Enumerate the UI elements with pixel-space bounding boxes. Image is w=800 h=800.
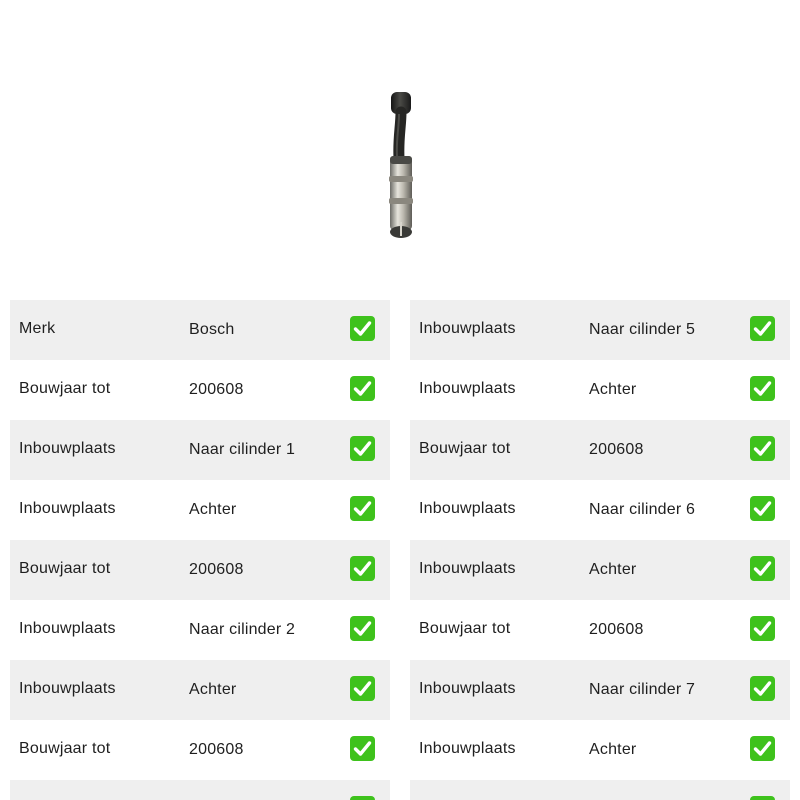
ignition-cable-image — [370, 86, 430, 246]
spec-value: Achter — [189, 681, 237, 698]
table-row — [10, 480, 390, 540]
table-row — [10, 780, 390, 800]
spec-value: Achter — [189, 501, 237, 518]
table-row — [410, 780, 790, 800]
spec-label: Inbouwplaats — [419, 380, 516, 397]
spec-value: 200608 — [189, 381, 244, 398]
check-icon — [750, 676, 775, 701]
check-icon — [750, 736, 775, 761]
spec-table-left — [10, 300, 390, 800]
spec-value: Naar cilinder 7 — [589, 681, 696, 698]
spec-label: Inbouwplaats — [19, 680, 116, 697]
spec-label: Inbouwplaats — [19, 620, 116, 637]
table-row — [10, 660, 390, 720]
table-row — [410, 540, 790, 600]
spec-label: Bouwjaar tot — [19, 380, 111, 397]
spec-value: 200608 — [589, 441, 644, 458]
table-row — [10, 420, 390, 480]
table-row — [410, 480, 790, 540]
table-row — [410, 600, 790, 660]
spec-value: 200608 — [189, 741, 244, 758]
spec-label: Inbouwplaats — [419, 740, 516, 757]
spec-table-right — [410, 300, 790, 800]
check-icon — [350, 616, 375, 641]
check-icon — [750, 556, 775, 581]
spec-value: 200608 — [189, 561, 244, 578]
table-row — [10, 360, 390, 420]
table-row — [10, 300, 390, 360]
spec-label: Inbouwplaats — [19, 440, 116, 457]
check-icon — [750, 496, 775, 521]
spec-value: Bosch — [189, 321, 235, 338]
spec-value: 200608 — [589, 621, 644, 638]
check-icon — [350, 556, 375, 581]
check-icon — [350, 436, 375, 461]
table-row — [410, 420, 790, 480]
check-icon — [350, 736, 375, 761]
table-row — [410, 720, 790, 780]
check-icon — [350, 376, 375, 401]
spec-value: Naar cilinder 1 — [189, 441, 296, 458]
table-row — [10, 540, 390, 600]
check-icon — [350, 496, 375, 521]
spec-value: Achter — [589, 741, 637, 758]
check-icon — [350, 316, 375, 341]
table-row — [410, 360, 790, 420]
table-row — [410, 300, 790, 360]
spec-value: Naar cilinder 6 — [589, 501, 696, 518]
spec-value: Achter — [589, 561, 637, 578]
spec-label: Inbouwplaats — [419, 320, 516, 337]
check-icon — [350, 676, 375, 701]
spec-value: Achter — [589, 381, 637, 398]
spec-label: Inbouwplaats — [419, 680, 516, 697]
spec-label: Bouwjaar tot — [19, 740, 111, 757]
spec-value: Naar cilinder 2 — [189, 621, 296, 638]
check-icon — [750, 376, 775, 401]
table-row — [10, 600, 390, 660]
spec-label: Inbouwplaats — [419, 560, 516, 577]
table-row — [10, 720, 390, 780]
spec-value: Naar cilinder 5 — [589, 321, 696, 338]
check-icon — [750, 796, 775, 800]
spec-label: Bouwjaar tot — [19, 560, 111, 577]
check-icon — [750, 616, 775, 641]
spec-label: Merk — [19, 320, 56, 337]
spec-label: Bouwjaar tot — [419, 440, 511, 457]
spec-label: Bouwjaar tot — [419, 620, 511, 637]
table-row — [410, 660, 790, 720]
check-icon — [750, 316, 775, 341]
spec-label: Inbouwplaats — [19, 500, 116, 517]
spec-label: Inbouwplaats — [419, 500, 516, 517]
check-icon — [350, 796, 375, 800]
check-icon — [750, 436, 775, 461]
